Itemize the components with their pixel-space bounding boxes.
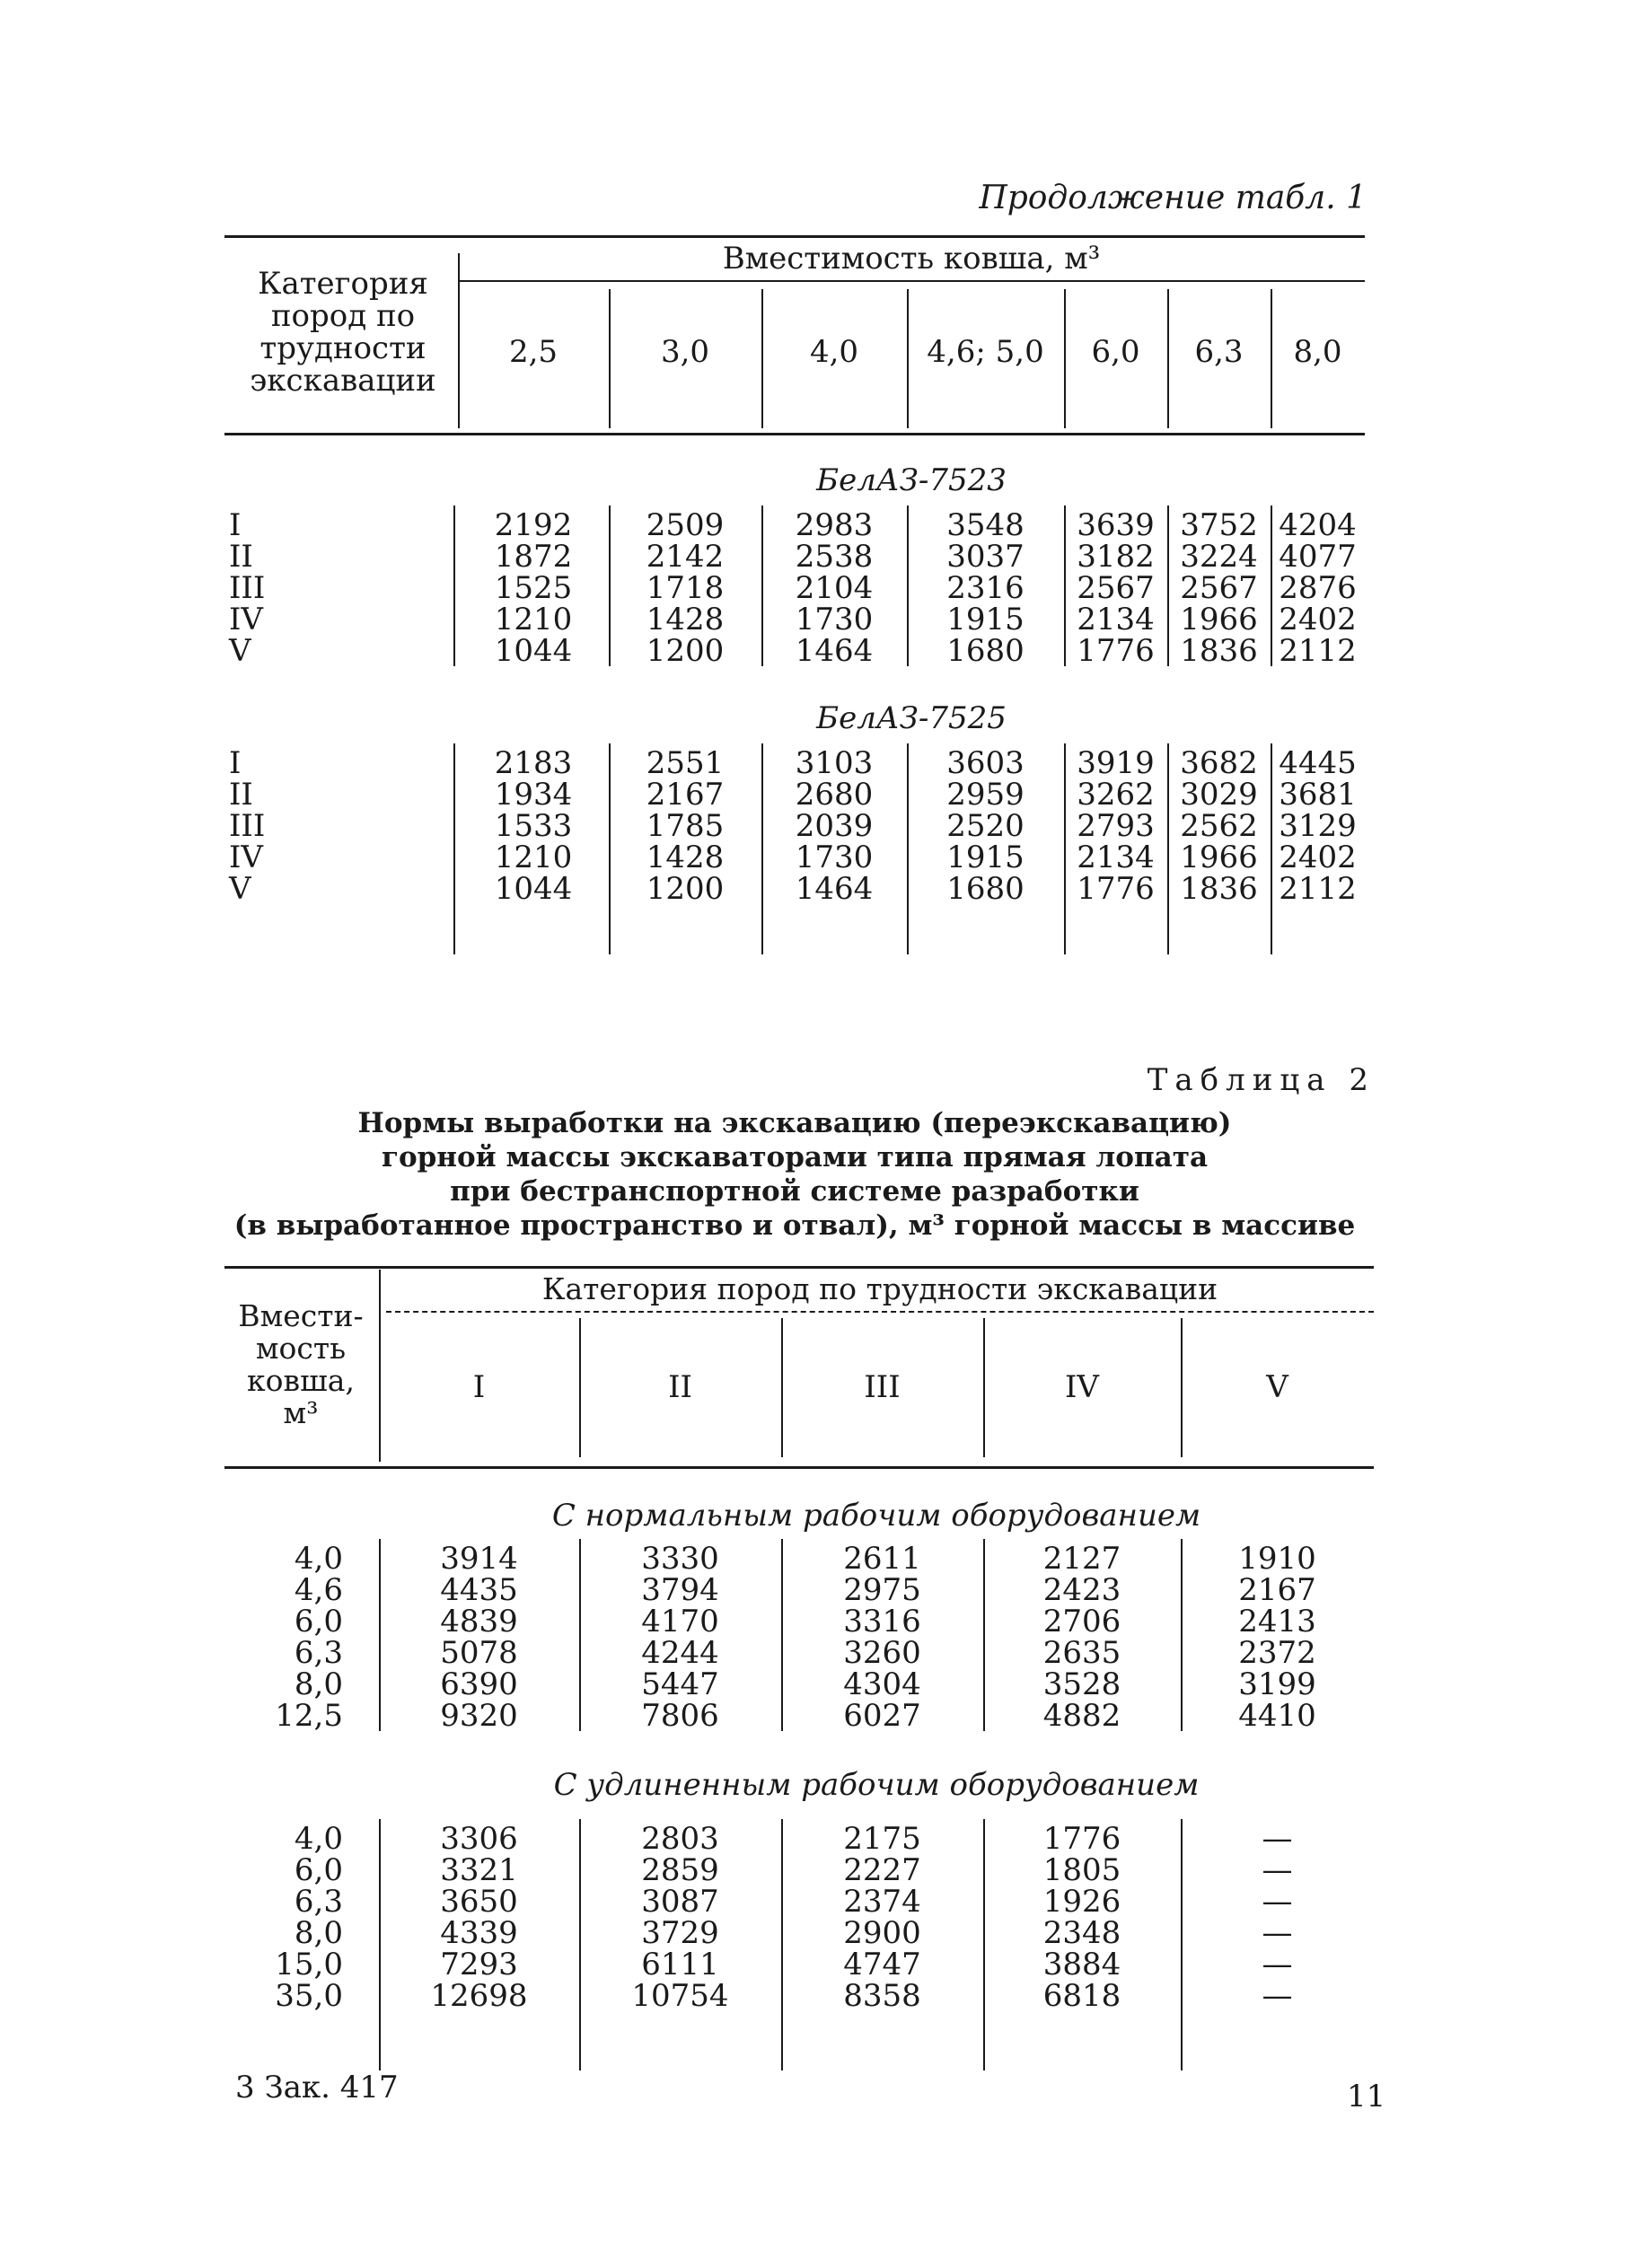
table1-cell: 2959 (946, 777, 1025, 813)
table2-cell: 6027 (843, 1698, 921, 1734)
table2-header-bottom-rule (224, 1466, 1374, 1469)
table2-cell: 1910 (1238, 1541, 1316, 1577)
table2-cell: 1776 (1042, 1821, 1121, 1857)
table2-row-label: 15,0 (275, 1947, 343, 1982)
table1-row-label: II (229, 539, 253, 575)
table1-cell: 1915 (946, 602, 1025, 637)
table2-row-label: 4,0 (294, 1541, 343, 1577)
table1-column-divider (1271, 289, 1272, 428)
table1-cell: 2520 (946, 808, 1025, 844)
table1-group-rule (458, 280, 1365, 282)
table2-cell: 3306 (440, 1821, 518, 1857)
table2-cell: 3260 (843, 1635, 921, 1671)
table2-row-header (224, 1300, 377, 1429)
table1-cell: 2316 (946, 570, 1025, 606)
table2-cell: 3087 (641, 1884, 719, 1920)
table2-cell: — (1262, 1915, 1293, 1951)
table1-column-divider (907, 289, 909, 428)
table1-cell: 2680 (795, 777, 874, 813)
table2-column-divider (781, 1318, 783, 1457)
table1-row-label: V (229, 633, 251, 669)
table1-cell: 2509 (646, 507, 725, 543)
table1-cell: 2192 (494, 507, 573, 543)
table1-cell: 3182 (1077, 539, 1155, 575)
table1-cell: 1836 (1180, 871, 1258, 907)
table1-cell: 2112 (1279, 871, 1357, 907)
table2-title (224, 1106, 1365, 1243)
table1-group-header: Вместимость ковша, м³ (722, 241, 1101, 277)
table2-cell: 1926 (1042, 1884, 1121, 1920)
table2-cell: 3884 (1042, 1947, 1121, 1982)
table1-cell: 1680 (946, 871, 1025, 907)
table1-section-title: БелАЗ-7523 (816, 462, 1007, 498)
table2-row-label: 35,0 (275, 1978, 343, 2014)
table2-cell: — (1262, 1978, 1293, 2014)
row-header-line: трудности (259, 330, 427, 366)
table2-row-label: 6,3 (294, 1884, 343, 1920)
table2-cell: 3650 (440, 1884, 518, 1920)
table1-column-header: 3,0 (660, 334, 710, 370)
table1-cell: 1464 (795, 633, 874, 669)
table1-header-bottom-rule (224, 433, 1365, 435)
table1-cell: 3029 (1180, 777, 1258, 813)
table1-column-divider (761, 289, 763, 428)
table1-row-label: IV (229, 840, 263, 875)
table1-row-label: III (229, 570, 266, 606)
table2-cell: 2127 (1042, 1541, 1121, 1577)
table2-cell: 4882 (1042, 1698, 1121, 1734)
table2-cell: 2635 (1042, 1635, 1121, 1671)
table2-cell: 3794 (641, 1572, 719, 1608)
table2-cell: — (1262, 1821, 1293, 1857)
table1-cell: 3681 (1279, 777, 1357, 813)
table2-column-divider (579, 1318, 581, 1457)
row-header-line: экскавации (250, 363, 436, 399)
table2-cell: 2167 (1238, 1572, 1316, 1608)
table2-row-label: 8,0 (294, 1666, 343, 1702)
table1-column-header: 8,0 (1293, 334, 1342, 370)
table1-row-label: II (229, 777, 253, 813)
table1-cell: 3639 (1077, 507, 1155, 543)
table2-row-label: 8,0 (294, 1915, 343, 1951)
table2-row-label: 12,5 (275, 1698, 343, 1734)
table1-cell: 2876 (1279, 570, 1357, 606)
table2-cell: 5078 (440, 1635, 518, 1671)
table1-cell: 3752 (1180, 507, 1258, 543)
table2-cell: 4747 (843, 1947, 921, 1982)
table1-column-header: 2,5 (508, 334, 558, 370)
table1-cell: 1210 (494, 602, 573, 637)
row-header-line: пород по (270, 298, 416, 334)
table1-row-label: IV (229, 602, 263, 637)
table2-cell: 10754 (631, 1978, 729, 2014)
table1-cell: 1776 (1077, 871, 1155, 907)
table2-cell: 2372 (1238, 1635, 1316, 1671)
table2-cell: 6111 (641, 1947, 719, 1982)
row-header-line: м³ (283, 1395, 319, 1430)
table1-cell: 3682 (1180, 745, 1258, 781)
continuation-note: Продолжение табл. 1 (979, 180, 1367, 216)
table1-column-divider (1167, 289, 1169, 428)
table2-cell: 2423 (1042, 1572, 1121, 1608)
table1-cell: 2039 (795, 808, 874, 844)
table2-row-label: 6,3 (294, 1635, 343, 1671)
table2-group-rule (386, 1311, 1374, 1313)
table2-cell: 5447 (641, 1666, 719, 1702)
table1-cell: 2134 (1077, 840, 1155, 875)
table1-cell: 3037 (946, 539, 1025, 575)
table2-cell: 2348 (1042, 1915, 1121, 1951)
table2-column-header: I (472, 1369, 486, 1405)
table2-cell: 3528 (1042, 1666, 1121, 1702)
row-header-line: мость (255, 1331, 347, 1366)
table1-cell: 1785 (646, 808, 725, 844)
table1-cell: 4445 (1279, 745, 1357, 781)
table1-cell: 3919 (1077, 745, 1155, 781)
table1-cell: 2183 (494, 745, 573, 781)
row-header-line: ковша, (247, 1363, 355, 1398)
table1-cell: 1533 (494, 808, 573, 844)
table2-cell: 3914 (440, 1541, 518, 1577)
table2-cell: 3316 (843, 1604, 921, 1639)
table2-row-label: 4,6 (294, 1572, 343, 1608)
table1-cell: 1200 (646, 633, 725, 669)
table1-cell: 1200 (646, 871, 725, 907)
table2-cell: 2859 (641, 1852, 719, 1888)
table1-column-divider (609, 289, 611, 428)
table1-column-divider (1064, 289, 1066, 428)
footer-order-number: 3 Зак. 417 (235, 2070, 399, 2105)
table1-row-label: III (229, 808, 266, 844)
table1-cell: 3129 (1279, 808, 1357, 844)
table2-cell: 2803 (641, 1821, 719, 1857)
table1-cell: 3224 (1180, 539, 1258, 575)
table1-row-header (235, 268, 451, 397)
table2-cell: 2413 (1238, 1604, 1316, 1639)
table2-cell: 4170 (641, 1604, 719, 1639)
table1-top-rule (224, 235, 1365, 238)
table1-cell: 2104 (795, 570, 874, 606)
table1-cell: 2567 (1180, 570, 1258, 606)
table1-body-divider (453, 505, 455, 666)
table2-cell: 3330 (641, 1541, 719, 1577)
page-number: 11 (1347, 2079, 1386, 2114)
title-line: Нормы выработки на экскавацию (переэкскавацию) (357, 1107, 1232, 1139)
table1-cell: 1915 (946, 840, 1025, 875)
table1-column-header: 6,0 (1091, 334, 1140, 370)
title-line: горной массы экскаваторами типа прямая лопата (381, 1141, 1209, 1174)
table1-cell: 4204 (1279, 507, 1357, 543)
table2-cell: 4339 (440, 1915, 518, 1951)
table1-cell: 1934 (494, 777, 573, 813)
table2-cell: 2706 (1042, 1604, 1121, 1639)
title-line: при бестранспортной системе разработки (450, 1175, 1139, 1208)
table1-cell: 1872 (494, 539, 573, 575)
table2-column-header: V (1266, 1369, 1288, 1405)
table1-cell: 1428 (646, 602, 725, 637)
table1-cell: 1044 (494, 633, 573, 669)
table1-cell: 1966 (1180, 840, 1258, 875)
table1-cell: 1966 (1180, 602, 1258, 637)
table1-cell: 2562 (1180, 808, 1258, 844)
table2-column-divider (1181, 1318, 1183, 1457)
table1-row-label: I (229, 507, 242, 543)
table1-cell: 1210 (494, 840, 573, 875)
table2-cell: — (1262, 1884, 1293, 1920)
table2-section-title: С удлиненным рабочим оборудованием (553, 1767, 1200, 1803)
table1-section-title: БелАЗ-7525 (816, 700, 1007, 736)
table2-column-header: III (864, 1369, 901, 1405)
table1-cell: 2142 (646, 539, 725, 575)
table1-cell: 3262 (1077, 777, 1155, 813)
table2-column-header: IV (1065, 1369, 1099, 1405)
table2-cell: 9320 (440, 1698, 518, 1734)
table2-cell: 4304 (843, 1666, 921, 1702)
row-header-line: Вмести- (238, 1298, 364, 1333)
table1-column-header: 4,0 (809, 334, 859, 370)
table2-row-label: 6,0 (294, 1604, 343, 1639)
row-header-line: Категория (258, 266, 428, 302)
table1-cell: 4077 (1279, 539, 1357, 575)
table2-cell: — (1262, 1947, 1293, 1982)
table2-cell: 3729 (641, 1915, 719, 1951)
table2-row-label: 4,0 (294, 1821, 343, 1857)
table2-cell: 2611 (843, 1541, 921, 1577)
table1-cell: 2402 (1279, 840, 1357, 875)
table2-cell: 2175 (843, 1821, 921, 1857)
table2-cell: 4839 (440, 1604, 518, 1639)
table2-cell: 3199 (1238, 1666, 1316, 1702)
table2-row-header-divider (379, 1270, 381, 1462)
table2-column-divider (983, 1318, 985, 1457)
table1-cell: 3603 (946, 745, 1025, 781)
table1-cell: 1680 (946, 633, 1025, 669)
table2-group-header: Категория пород по трудности экскавации (541, 1271, 1218, 1306)
table2-cell: 1805 (1042, 1852, 1121, 1888)
table1-body-divider (453, 743, 455, 954)
table1-row-label: V (229, 871, 251, 907)
table2-cell: 6818 (1042, 1978, 1121, 2014)
table1-cell: 2402 (1279, 602, 1357, 637)
table1-row-label: I (229, 745, 242, 781)
table1-cell: 2793 (1077, 808, 1155, 844)
table1-cell: 1730 (795, 840, 874, 875)
table2-cell: — (1262, 1852, 1293, 1888)
table1-cell: 2567 (1077, 570, 1155, 606)
table1-column-header: 6,3 (1194, 334, 1244, 370)
table1-cell: 1718 (646, 570, 725, 606)
title-line: (в выработанное пространство и отвал), м³ горной массы в массиве (233, 1209, 1356, 1242)
table1-cell: 1730 (795, 602, 874, 637)
table1-cell: 2551 (646, 745, 725, 781)
table1-cell: 1428 (646, 840, 725, 875)
table1-cell: 1776 (1077, 633, 1155, 669)
table2-cell: 2975 (843, 1572, 921, 1608)
table1-cell: 2538 (795, 539, 874, 575)
table2-cell: 2227 (843, 1852, 921, 1888)
table2-cell: 7806 (641, 1698, 719, 1734)
table1-column-header: 4,6; 5,0 (927, 334, 1044, 370)
table1-cell: 1464 (795, 871, 874, 907)
table2-cell: 2374 (843, 1884, 921, 1920)
table1-cell: 1044 (494, 871, 573, 907)
table2-label: Таблица 2 (1147, 1062, 1376, 1098)
table2-row-label: 6,0 (294, 1852, 343, 1888)
table1-cell: 2134 (1077, 602, 1155, 637)
table1-cell: 2112 (1279, 633, 1357, 669)
table1-cell: 1836 (1180, 633, 1258, 669)
table2-cell: 3321 (440, 1852, 518, 1888)
table1-cell: 3103 (795, 745, 874, 781)
table2-section-title: С нормальным рабочим оборудованием (551, 1498, 1201, 1534)
table2-cell: 4244 (641, 1635, 719, 1671)
table2-cell: 4435 (440, 1572, 518, 1608)
table2-cell: 6390 (440, 1666, 518, 1702)
table1-cell: 3548 (946, 507, 1025, 543)
table1-cell: 1525 (494, 570, 573, 606)
table1-cell: 2167 (646, 777, 725, 813)
table1-cell: 2983 (795, 507, 874, 543)
table2-cell: 12698 (430, 1978, 528, 2014)
table2-column-header: II (668, 1369, 692, 1405)
table2-cell: 2900 (843, 1915, 921, 1951)
table2-cell: 8358 (843, 1978, 921, 2014)
table2-cell: 4410 (1238, 1698, 1316, 1734)
table2-top-rule (224, 1266, 1374, 1269)
table2-cell: 7293 (440, 1947, 518, 1982)
